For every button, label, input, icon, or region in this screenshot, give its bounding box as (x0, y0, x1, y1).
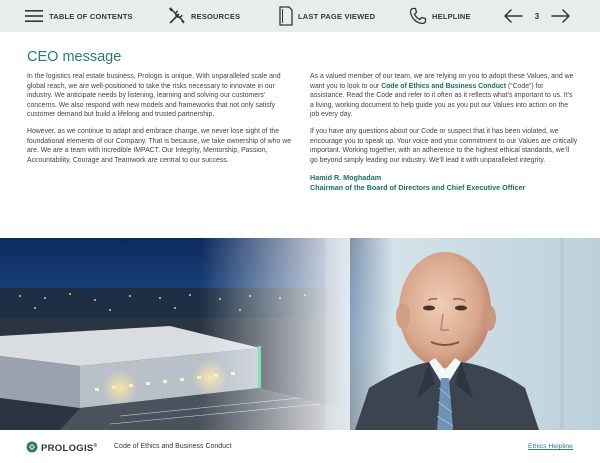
page-title: CEO message (27, 49, 122, 65)
phone-icon (409, 7, 427, 25)
helpline-label: HELPLINE (432, 11, 471, 21)
resources-label: RESOURCES (191, 11, 241, 21)
signature-name: Hamid R. Moghadam (310, 172, 382, 182)
page-number: 3 (534, 11, 540, 21)
ceo-portrait-photo (325, 238, 600, 430)
document-icon (278, 6, 294, 26)
prologis-logo-icon (26, 440, 38, 458)
paragraph-text: As a valued member of our team, we are relying on you to adopt these Values, and we want you to look to our (310, 73, 574, 90)
left-text-column (27, 72, 292, 173)
right-text-column (310, 72, 578, 193)
last-page-viewed-button[interactable] (278, 0, 375, 32)
signature-title: Chairman of the Board of Directors and Chief Executive Officer (310, 182, 526, 192)
arrow-left-icon[interactable] (503, 9, 523, 23)
prologis-logo (26, 440, 98, 458)
paragraph: In the logistics real estate business, Prologis is unique. With unparalleled scale and global reach, we are well-positioned to take the risks necessary to innovate in our industry. We anticipate needs by listening, learning and solving our customers’ concerns. We also respond with new models and frameworks that not only satisfy customer demand but build a lifelong and trusted partnership. (27, 73, 281, 119)
footer-document-title: Code of Ethics and Business Conduct (114, 443, 232, 450)
page-pager (503, 0, 571, 32)
last-page-viewed-label: LAST PAGE VIEWED (298, 11, 376, 21)
photo-banner (0, 238, 600, 430)
code-of-ethics-reference: Code of Ethics and Business Conduct (381, 82, 507, 90)
helpline-button[interactable] (409, 0, 471, 32)
paragraph-text: (“Code”) for assistance. Read the Code and refer to it often as it reflects what’s important to us. It’s a living, working document to help guide you as you put our Values into action on the job every day. (310, 82, 573, 119)
resources-button[interactable] (168, 0, 240, 32)
paragraph: If you have any questions about our Code or suspect that it has been violated, we encourage you to speak up. Your voice and your commitment to our Values are critically important. Working together, with an adherence to the highest ethical standards, we’ll go beyond simply leading our industry. We’ll lead it with unparalleled integrity. (310, 128, 578, 164)
paragraph (310, 72, 578, 120)
ethics-helpline-link[interactable]: Ethics Helpline (528, 443, 573, 450)
table-of-contents-label: TABLE OF CONTENTS (49, 11, 133, 21)
table-of-contents-button[interactable] (25, 0, 133, 32)
paragraph: However, as we continue to adapt and embrace change, we never lose sight of the foundational elements of our Company. That is because, we take ownership of who we are. We are a team with incredible IMPACT. Our Integrity, Mentorship, Passion, Accountability, Courage and Teamwork are central to our success. (27, 128, 292, 164)
arrow-right-icon[interactable] (551, 9, 571, 23)
tools-icon (168, 7, 186, 25)
menu-icon (25, 9, 43, 23)
top-navigation-bar (0, 0, 600, 32)
prologis-logo-text: PROLOGIS® (41, 443, 98, 455)
